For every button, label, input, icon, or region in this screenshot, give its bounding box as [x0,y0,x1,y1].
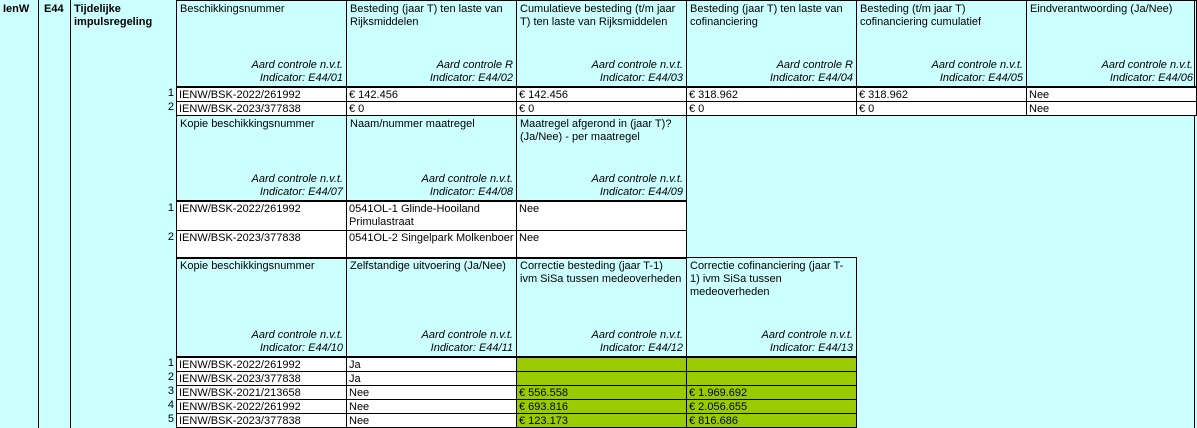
control-indicator-footer [931,59,1023,85]
data-cell[interactable]: € 693.816 [516,399,687,414]
data-cell[interactable]: € 142.456 [346,87,517,102]
column-header-label: Besteding (jaar T) ten laste van Rijksmiddelen [350,3,503,28]
control-type-label: Aard controle n.v.t. [1101,59,1193,71]
data-cell[interactable]: Nee [1026,87,1197,102]
indicator-label: Indicator: E44/08 [429,186,513,198]
column-header-label: Naam/nummer maatregel [350,118,475,130]
indicator-label: Indicator: E44/06 [1109,72,1193,84]
column-header-label: Beschikkingsnummer [180,3,285,15]
control-type-label: Aard controle n.v.t. [251,173,343,185]
data-cell[interactable] [516,371,687,386]
data-cell[interactable]: IENW/BSK-2022/261992 [176,87,347,102]
data-cell[interactable]: € 142.456 [516,87,687,102]
row-number: 3 [167,385,174,397]
indicator-label: Indicator: E44/10 [259,342,343,354]
control-indicator-footer [251,59,343,85]
control-type-label: Aard controle n.v.t. [591,173,683,185]
column-header[interactable] [346,0,517,87]
indicator-label: Indicator: E44/12 [599,342,683,354]
ministry-cell[interactable] [0,0,38,428]
column-header[interactable] [176,257,347,357]
data-cell[interactable]: IENW/BSK-2023/377838 [176,101,347,116]
indicator-label: Indicator: E44/03 [599,72,683,84]
data-cell[interactable]: € 318.962 [686,87,857,102]
data-cell[interactable]: Nee [346,399,517,414]
regulation-code: E44 [44,3,64,15]
control-type-label: Aard controle n.v.t. [761,329,853,341]
control-indicator-footer [770,59,853,85]
column-header[interactable] [176,0,347,87]
control-indicator-footer [591,59,683,85]
indicator-label: Indicator: E44/11 [430,342,513,354]
control-indicator-footer [591,329,683,355]
data-cell[interactable]: € 2.056.655 [686,399,857,414]
control-type-label: Aard controle n.v.t. [931,59,1023,71]
data-cell[interactable] [686,357,857,372]
control-type-label: Aard controle n.v.t. [251,59,343,71]
control-indicator-footer [421,329,513,355]
row-number: 2 [167,371,174,383]
indicator-label: Indicator: E44/05 [939,72,1023,84]
data-cell[interactable]: Nee [346,385,517,400]
column-header[interactable] [346,257,517,357]
row-number: 1 [167,87,174,99]
data-cell[interactable]: € 318.962 [856,87,1027,102]
control-type-label: Aard controle n.v.t. [591,329,683,341]
column-header[interactable] [686,0,857,87]
row-number: 1 [167,202,174,214]
control-type-label: Aard controle n.v.t. [421,329,513,341]
data-cell[interactable]: IENW/BSK-2022/261992 [176,201,347,231]
data-cell[interactable]: € 123.173 [516,413,687,428]
indicator-label: Indicator: E44/04 [769,72,853,84]
control-type-label: Aard controle n.v.t. [421,173,513,185]
data-cell[interactable]: € 556.558 [516,385,687,400]
indicator-label: Indicator: E44/01 [259,72,343,84]
column-header-label: Maatregel afgerond in (jaar T)? (Ja/Nee) - per maatregel [520,118,672,143]
data-cell[interactable]: € 1.969.692 [686,385,857,400]
data-cell[interactable]: 0541OL-2 Singelpark Molkenboer [346,230,517,259]
data-cell[interactable]: IENW/BSK-2022/261992 [176,357,347,372]
data-cell[interactable]: € 0 [686,101,857,116]
data-cell[interactable]: € 816.686 [686,413,857,428]
control-type-label: Aard controle n.v.t. [591,59,683,71]
control-indicator-footer [591,173,683,199]
column-header[interactable] [516,115,687,201]
control-indicator-footer [761,329,853,355]
data-cell[interactable]: IENW/BSK-2022/261992 [176,399,347,414]
data-cell[interactable]: € 0 [856,101,1027,116]
control-indicator-footer [430,59,513,85]
data-cell[interactable]: Ja [346,371,517,386]
row-number: 5 [167,413,174,425]
row-number: 2 [167,231,174,243]
data-cell[interactable]: € 0 [346,101,517,116]
column-header-label: Correctie besteding (jaar T-1) ivm SiSa tussen medeoverheden [520,260,682,285]
data-cell[interactable]: Ja [346,357,517,372]
column-header-label: Kopie beschikkingsnummer [180,118,315,130]
data-cell[interactable]: IENW/BSK-2023/377838 [176,413,347,428]
row-number: 1 [167,357,174,369]
indicator-label: Indicator: E44/09 [599,186,683,198]
row-number: 2 [167,101,174,113]
column-header[interactable] [346,115,517,201]
ministry-code: IenW [3,3,30,15]
column-header[interactable] [686,257,857,357]
data-cell[interactable]: Nee [1026,101,1197,116]
control-indicator-footer [251,173,343,199]
column-header-label: Cumulatieve besteding (t/m jaar T) ten laste van Rijksmiddelen [520,3,676,28]
column-header[interactable] [1026,0,1197,87]
indicator-label: Indicator: E44/13 [769,342,853,354]
column-header-label: Kopie beschikkingsnummer [180,260,315,272]
control-indicator-footer [421,173,513,199]
regulation-title: Tijdelijke impulsregeling [74,3,153,28]
column-header-label: Besteding (jaar T) ten laste van cofinanciering [690,3,843,28]
data-cell[interactable]: IENW/BSK-2023/377838 [176,371,347,386]
regulation-code-cell[interactable] [38,0,70,428]
data-cell[interactable]: Nee [516,201,687,231]
indicator-label: Indicator: E44/02 [429,72,513,84]
control-indicator-footer [251,329,343,355]
column-header-label: Eindverantwoording (Ja/Nee) [1030,3,1173,15]
regulation-title-cell[interactable] [70,0,176,428]
control-indicator-footer [1101,59,1193,85]
data-cell[interactable] [686,371,857,386]
data-cell[interactable]: Nee [346,413,517,428]
column-header[interactable] [176,115,347,201]
data-cell[interactable] [516,357,687,372]
control-type-label: Aard controle R [776,59,853,71]
column-header[interactable] [516,257,687,357]
column-header[interactable] [856,0,1027,87]
data-cell[interactable]: IENW/BSK-2021/213658 [176,385,347,400]
data-cell[interactable]: IENW/BSK-2023/377838 [176,230,347,259]
data-cell[interactable]: Nee [516,230,687,259]
control-type-label: Aard controle R [436,59,513,71]
column-header-label: Correctie cofinanciering (jaar T-1) ivm SiSa tussen medeoverheden [690,260,844,298]
row-number: 4 [167,399,174,411]
data-cell[interactable]: € 0 [516,101,687,116]
column-header[interactable] [516,0,687,87]
control-type-label: Aard controle n.v.t. [251,329,343,341]
data-cell[interactable]: 0541OL-1 Glinde-Hooiland Primulastraat [346,201,517,231]
column-header-label: Besteding (t/m jaar T) cofinanciering cumulatief [860,3,982,28]
column-header-label: Zelfstandige uitvoering (Ja/Nee) [350,260,506,272]
indicator-label: Indicator: E44/07 [259,186,343,198]
